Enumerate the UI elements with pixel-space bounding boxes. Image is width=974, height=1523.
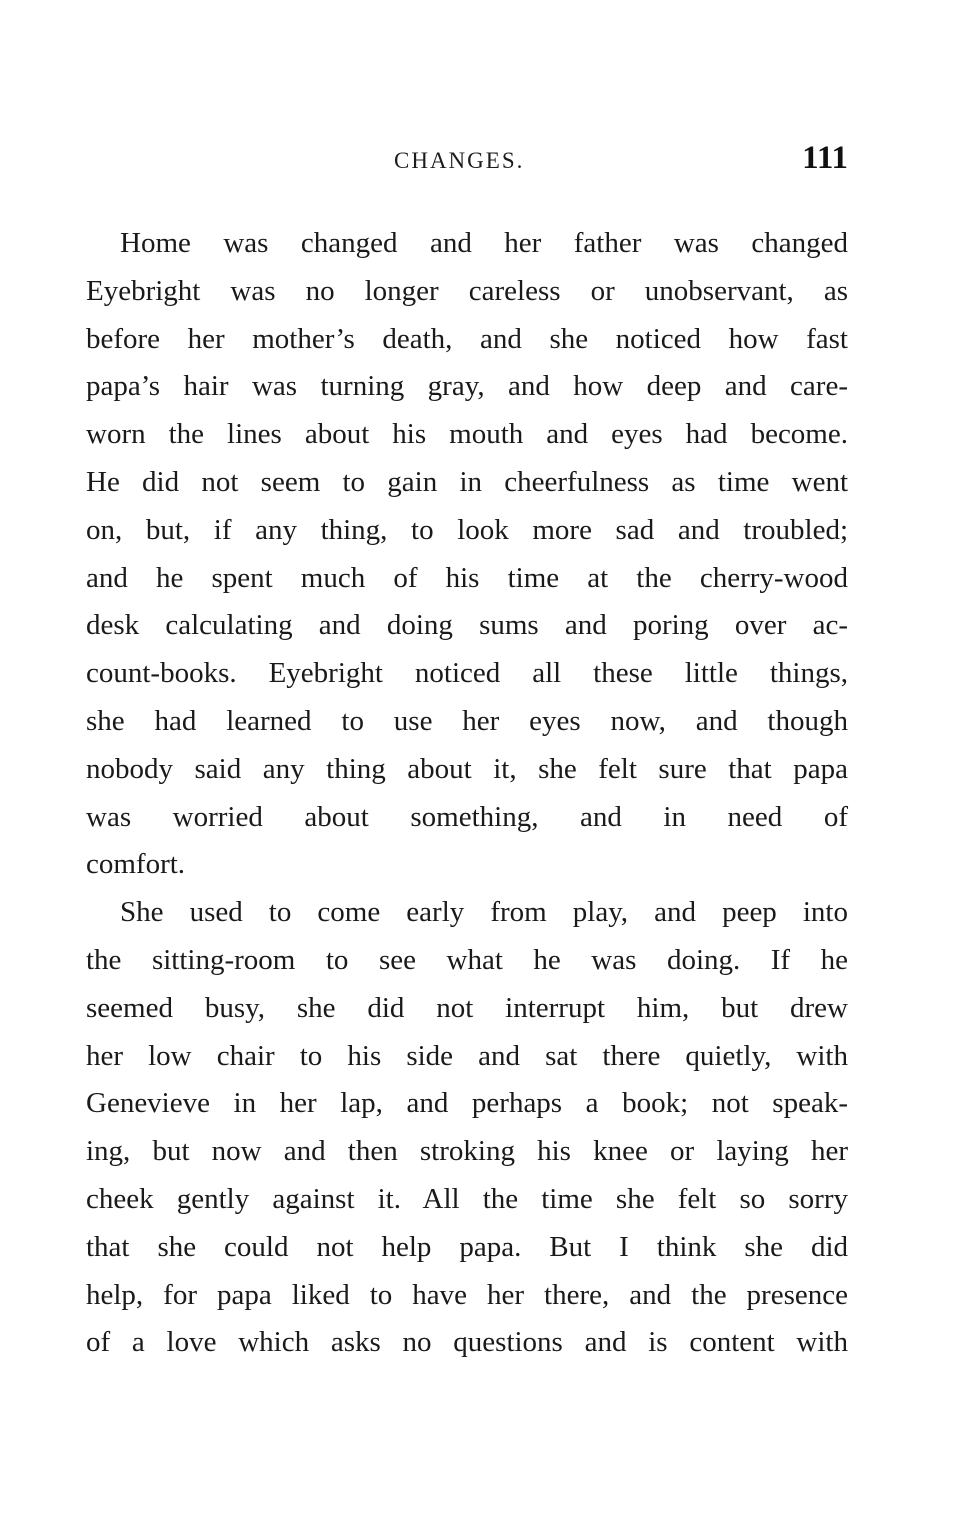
text-line: papa’s hair was turning gray, and how deep and care- (86, 370, 848, 403)
running-title: CHANGES. (394, 148, 525, 173)
text-line: help, for papa liked to have her there, and the presence (86, 1278, 848, 1311)
text-line: desk calculating and doing sums and poring over ac- (86, 609, 848, 642)
paragraph-1 (86, 220, 848, 889)
running-head (86, 140, 848, 186)
text-line: seemed busy, she did not interrupt him, but drew (86, 991, 848, 1024)
text-line: nobody said any thing about it, she felt sure that papa (86, 752, 848, 785)
text-line: on, but, if any thing, to look more sad and troubled; (86, 513, 848, 546)
text-line: Genevieve in her lap, and perhaps a book; not speak- (86, 1087, 848, 1120)
text-line: comfort. (86, 848, 186, 881)
text-line: worn the lines about his mouth and eyes had become. (86, 418, 848, 451)
text-line: her low chair to his side and sat there quietly, with (86, 1039, 848, 1072)
text-line: was worried about something, and in need of (86, 800, 848, 833)
text-line: and he spent much of his time at the cherry-wood (86, 561, 848, 594)
text-line: Eyebright was no longer careless or unobservant, as (86, 274, 848, 307)
text-line: that she could not help papa. But I think she did (86, 1230, 848, 1263)
body-text (86, 220, 848, 1367)
text-line: ing, but now and then stroking his knee or laying her (86, 1135, 848, 1168)
text-line: Home was changed and her father was changed (120, 227, 848, 259)
page-number: 111 (802, 140, 848, 176)
text-line: the sitting-room to see what he was doing. If he (86, 943, 848, 976)
paragraph-2 (86, 889, 848, 1367)
text-line: cheek gently against it. All the time she felt so sorry (86, 1182, 848, 1215)
text-line: count-books. Eyebright noticed all these little things, (86, 657, 848, 690)
text-line: before her mother’s death, and she noticed how fast (86, 322, 848, 355)
text-line: she had learned to use her eyes now, and though (86, 704, 848, 737)
text-line: She used to come early from play, and peep into (120, 896, 848, 929)
text-line: He did not seem to gain in cheerfulness as time went (86, 465, 848, 498)
text-line: of a love which asks no questions and is content with (86, 1326, 848, 1359)
